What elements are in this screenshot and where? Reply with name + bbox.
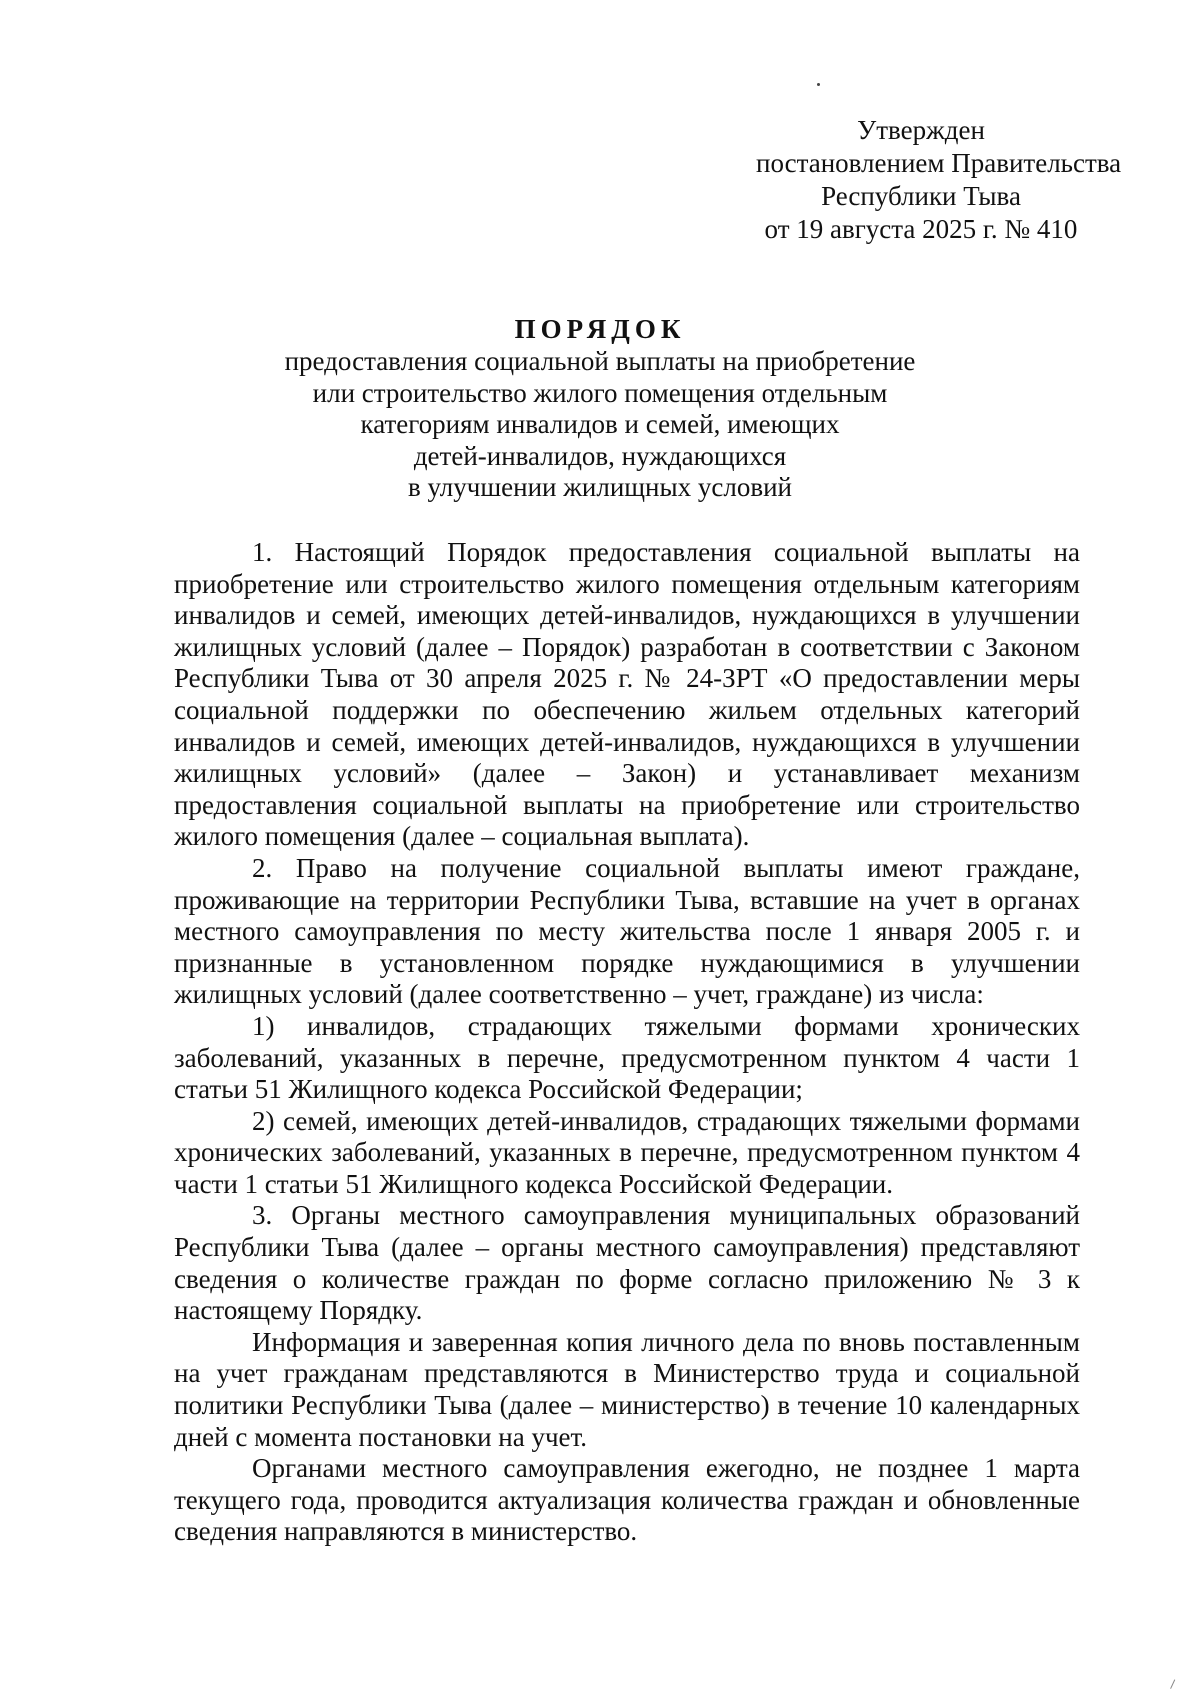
subtitle-line: детей-инвалидов, нуждающихся	[413, 440, 787, 471]
document-body	[174, 537, 1080, 1548]
paragraph-clause-3: 3. Органы местного самоуправления муниципальных образований Республики Тыва (далее – органы местного самоуправления) представляют сведения о количестве граждан по форме согласно приложению № 3 к настоящему Порядку.	[174, 1200, 1080, 1326]
paragraph-clause-2: 2. Право на получение социальной выплаты имеют граждане, проживающие на территории Республики Тыва, вставшие на учет в органах местного самоуправления по месту жительства после 1 января 2005 г. и признанные в установленном порядке нуждающимися в улучшении жилищных условий (далее соответственно – учет, граждане) из числа:	[174, 852, 1080, 1010]
approval-line-republic: Республики Тыва	[821, 181, 1021, 211]
subtitle-line: в улучшении жилищных условий	[408, 472, 792, 502]
subtitle-line: или строительство жилого помещения отдельным	[312, 377, 888, 408]
paragraph-subclause-2: 2) семей, имеющих детей-инвалидов, страдающих тяжелыми формами хронических заболеваний, указанных в перечне, предусмотренном пунктом 4 части 1 статьи 51 Жилищного кодекса Российской Федерации.	[174, 1105, 1080, 1199]
paragraph-information: Информация и заверенная копия личного дела по вновь поставленным на учет гражданам представляются в Министерство труда и социальной политики Республики Тыва (далее – министерство) в течение 10 календарных дней с момента постановки на учет.	[174, 1326, 1080, 1452]
subtitle-line: категориям инвалидов и семей, имеющих	[360, 409, 840, 439]
subtitle-line: предоставления социальной выплаты на приобретение	[284, 346, 916, 376]
paragraph-clause-1: 1. Настоящий Порядок предоставления социальной выплаты на приобретение или строительство жилого помещения отдельным категориям инвалидов и семей, имеющих детей-инвалидов, нуждающихся в улучшении жилищных условий (далее – Порядок) разработан в соответствии с Законом Республики Тыва от 30 апреля 2025 г. № 24-ЗРТ «О предоставлении меры социальной поддержки по обеспечению жильем отдельных категорий инвалидов и семей, имеющих детей-инвалидов, нуждающихся в улучшении жилищных условий» (далее – Закон) и устанавливает механизм предоставления социальной выплаты на приобретение или строительство жилого помещения (далее – социальная выплата).	[174, 537, 1080, 852]
document-subtitle	[250, 346, 950, 504]
paragraph-subclause-1: 1) инвалидов, страдающих тяжелыми формами хронических заболеваний, указанных в перечне, предусмотренном пунктом 4 части 1 статьи 51 Жилищного кодекса Российской Федерации;	[174, 1010, 1080, 1105]
document-title-block	[250, 312, 950, 504]
scan-mark	[1170, 1679, 1179, 1690]
approval-line-date: от 19 августа 2025 г. № 410	[764, 214, 1078, 244]
paragraph-annual-update: Органами местного самоуправления ежегодно, не позднее 1 марта текущего года, проводится актуализация количества граждан и обновленные сведения направляются в министерство.	[174, 1453, 1080, 1547]
approval-line-approved: Утвержден	[857, 115, 985, 145]
scan-speck	[817, 83, 820, 86]
approval-line-resolution: постановлением Правительства	[756, 148, 1122, 178]
document-title: ПОРЯДОК	[514, 314, 686, 344]
approval-stamp	[756, 114, 1122, 246]
